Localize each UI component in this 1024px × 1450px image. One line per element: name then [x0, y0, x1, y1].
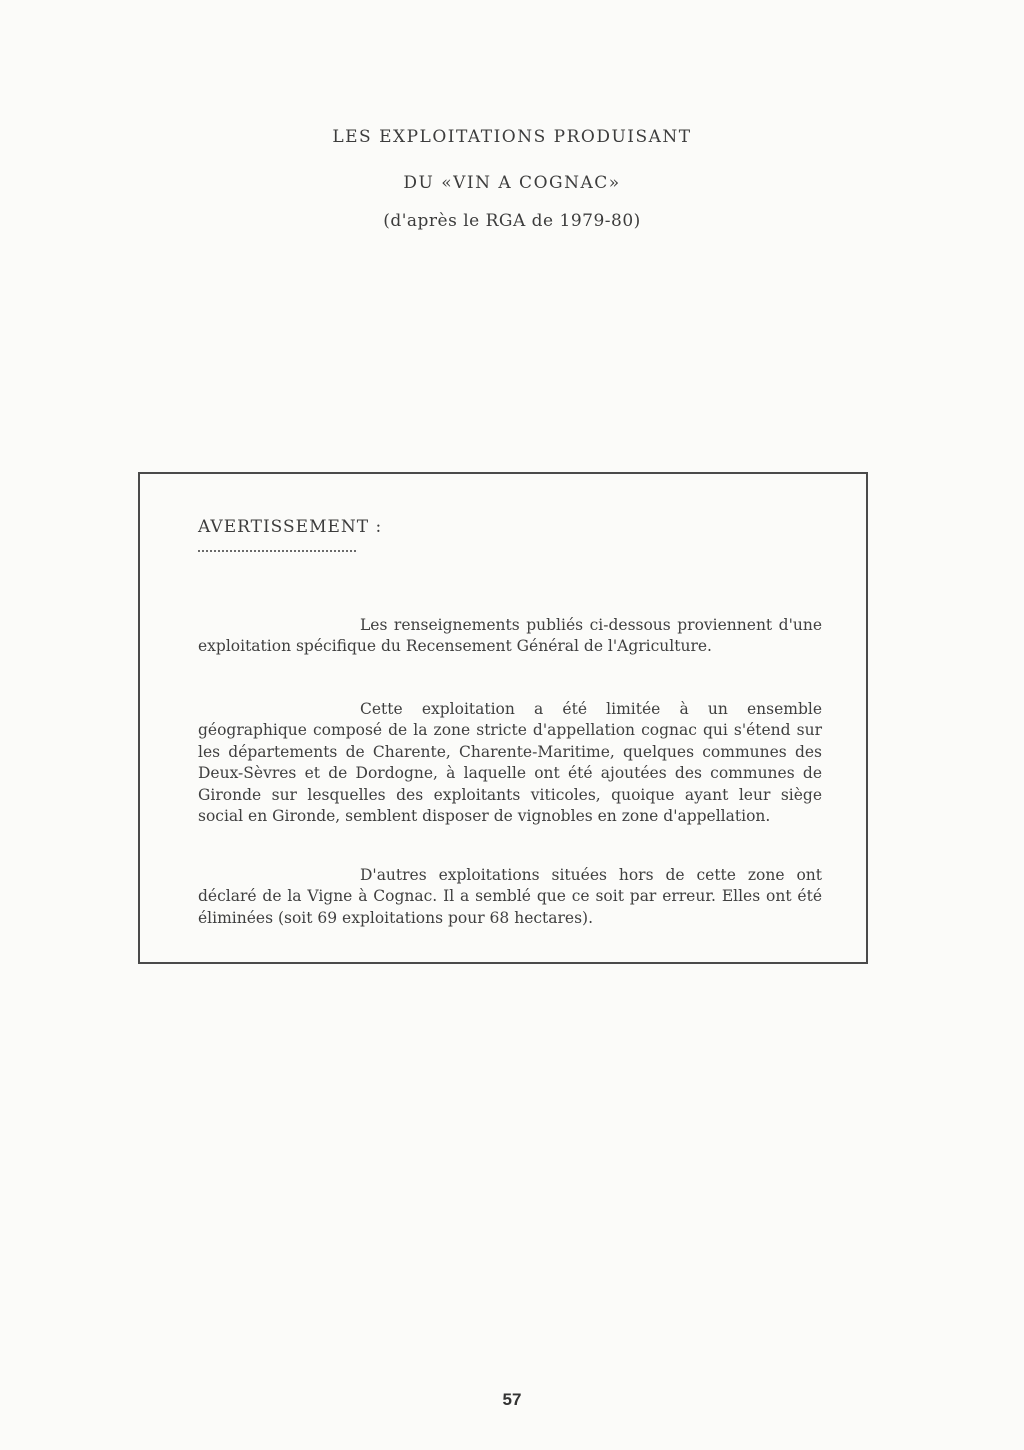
page-number: 57	[502, 1390, 522, 1409]
notice-paragraph-2: Cette exploitation a été limitée à un ensemble géographique composé de la zone stricte d'appellation cognac qui s'étend sur les départements de Charente, Charente-Maritime, quelques communes des Deux-Sèvres et de Dordogne, à laquelle ont été ajoutées des communes de Gironde sur lesquelles des exploitants viticoles, quoique ayant leur siège social en Gironde, semblent disposer de vignobles en zone d'appellation.	[198, 699, 822, 825]
page-subtitle-source: (d'après le RGA de 1979-80)	[383, 211, 641, 231]
notice-heading: AVERTISSEMENT :	[198, 517, 383, 537]
notice-box	[138, 472, 868, 964]
notice-paragraph-3: D'autres exploitations situées hors de cette zone ont déclaré de la Vigne à Cognac. Il a semblé que ce soit par erreur. Elles ont été éliminées (soit 69 exploitations pour 68 hectares).	[198, 865, 822, 927]
notice-heading-underline	[198, 550, 356, 552]
page-title-line-1: LES EXPLOITATIONS PRODUISANT	[332, 127, 692, 147]
notice-paragraph-1: Les renseignements publiés ci-dessous proviennent d'une exploitation spécifique du Recensement Général de l'Agriculture.	[198, 615, 822, 655]
page-title-line-2: DU «VIN A COGNAC»	[403, 173, 621, 193]
